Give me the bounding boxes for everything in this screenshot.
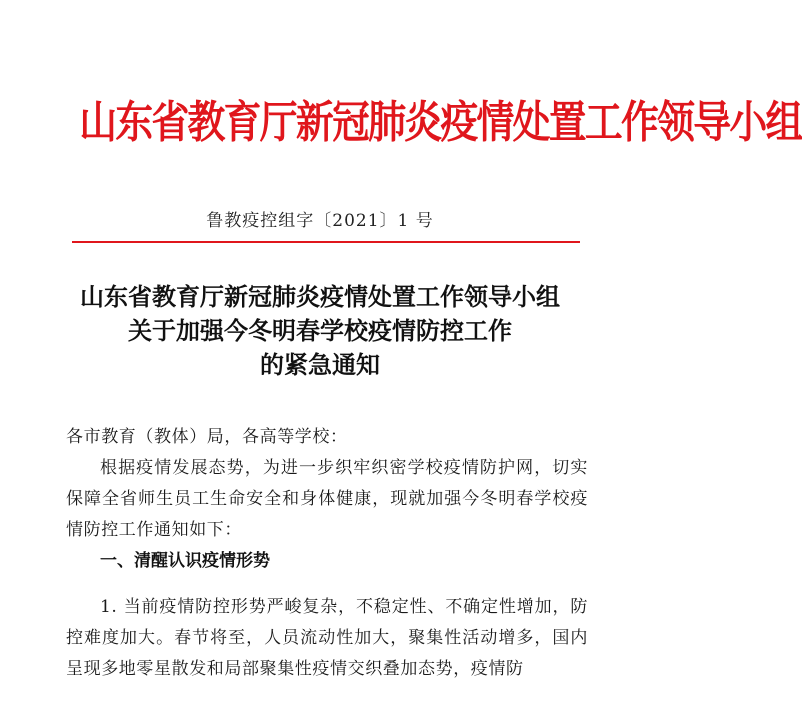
title-line-1: 山东省教育厅新冠肺炎疫情处置工作领导小组 — [80, 282, 560, 311]
document-title — [40, 280, 600, 382]
title-line-2: 关于加强今冬明春学校疫情防控工作 — [128, 316, 512, 345]
salutation: 各市教育（教体）局，各高等学校： — [66, 427, 348, 447]
red-separator-line — [72, 241, 580, 243]
document-number: 鲁教疫控组字〔2021〕1 号 — [206, 211, 434, 231]
paragraph-intro: 根据疫情发展态势，为进一步织牢织密学校疫情防护网，切实保障全省师生员工生命安全和身体健康，现就加强今冬明春学校疫情防控工作通知如下： — [66, 458, 588, 540]
red-masthead-title: 山东省教育厅新冠肺炎疫情处置工作领导小组 — [79, 97, 802, 148]
section-heading-1: 一、清醒认识疫情形势 — [100, 551, 270, 571]
title-line-3: 的紧急通知 — [260, 350, 380, 379]
paragraph-1: 1. 当前疫情防控形势严峻复杂，不稳定性、不确定性增加，防控难度加大。春节将至，人员流动性加大，聚集性活动增多，国内呈现多地零星散发和局部聚集性疫情交织叠加态势，疫情防 — [66, 597, 588, 679]
